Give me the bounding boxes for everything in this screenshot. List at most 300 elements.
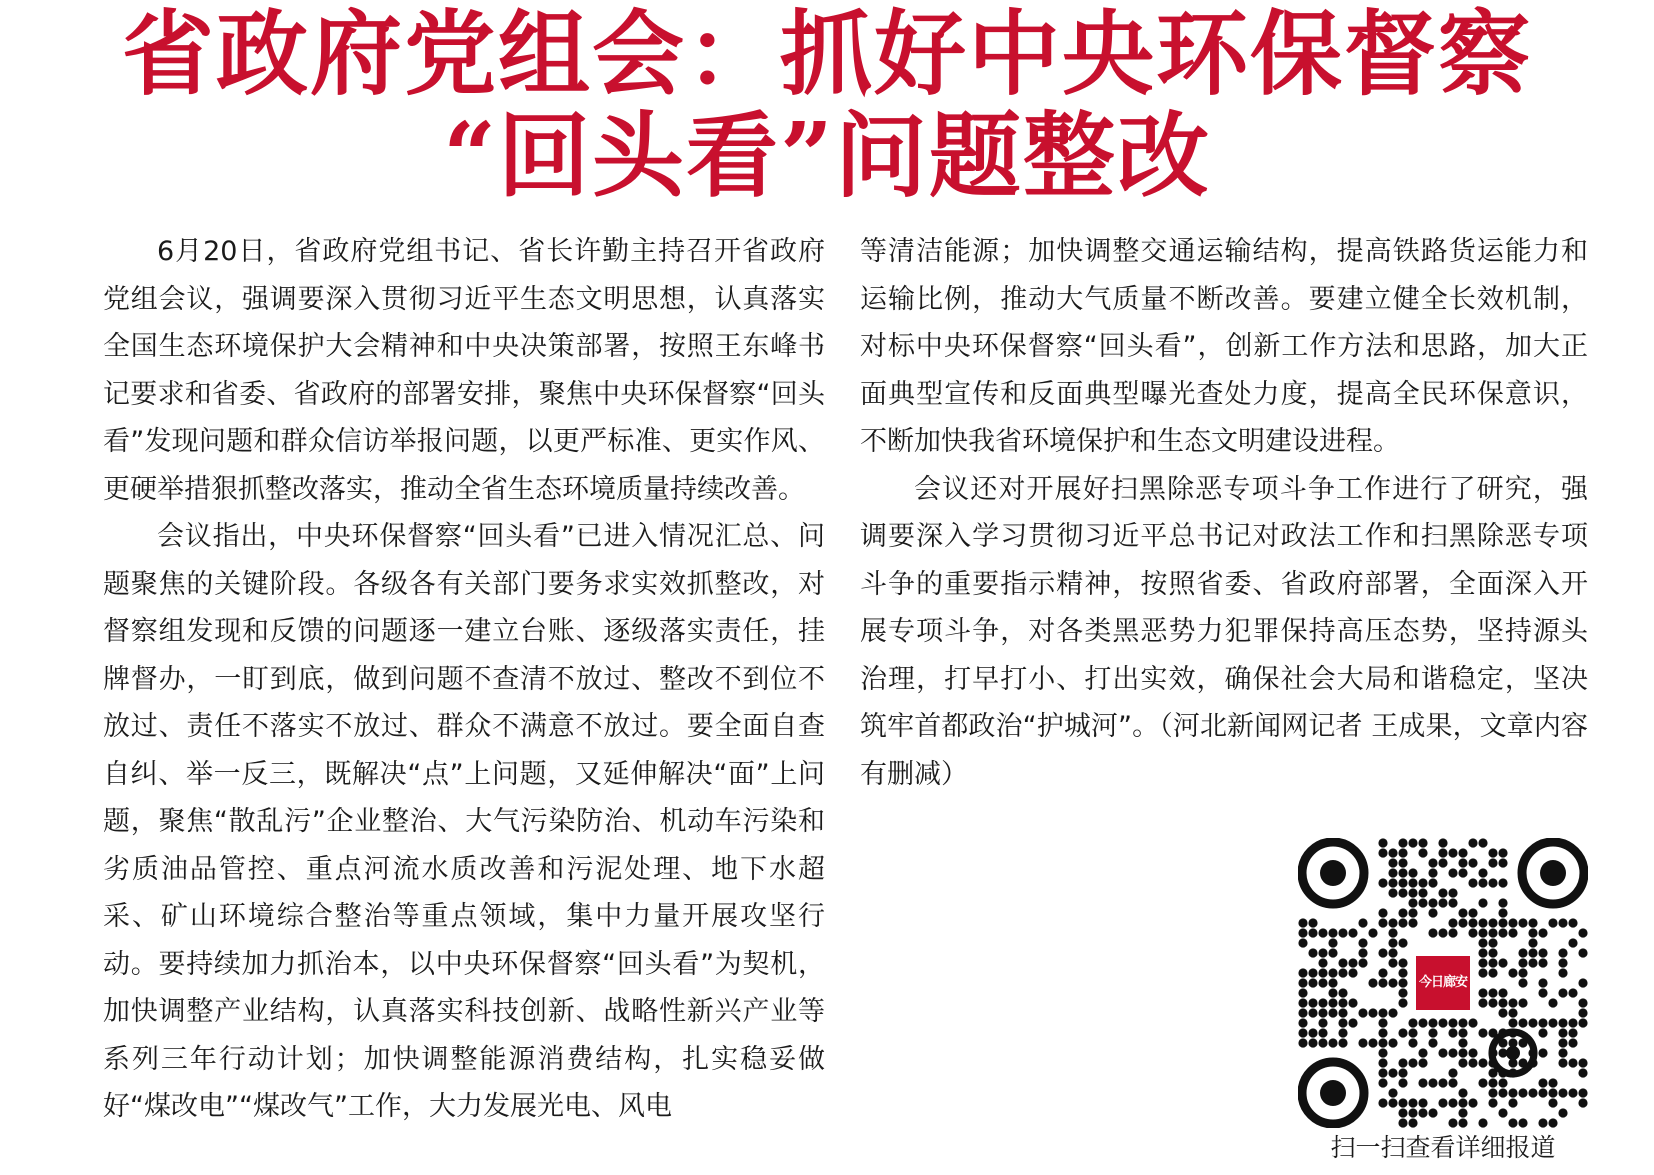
qr-dot bbox=[1428, 868, 1437, 877]
qr-dot bbox=[1428, 928, 1437, 937]
qr-dot bbox=[1428, 1038, 1437, 1047]
qr-dot bbox=[1388, 1068, 1397, 1077]
qr-dot bbox=[1538, 1088, 1547, 1097]
qr-dot bbox=[1498, 878, 1507, 887]
qr-dot bbox=[1378, 1048, 1387, 1057]
qr-dot bbox=[1528, 1018, 1537, 1027]
qr-dot bbox=[1378, 1018, 1387, 1027]
qr-dot bbox=[1418, 1018, 1427, 1027]
qr-dot bbox=[1328, 968, 1337, 977]
qr-dot bbox=[1388, 928, 1397, 937]
qr-dot bbox=[1368, 928, 1377, 937]
qr-dot bbox=[1408, 1108, 1417, 1117]
qr-dot bbox=[1298, 998, 1307, 1007]
qr-dot bbox=[1488, 858, 1497, 867]
qr-dot bbox=[1478, 1118, 1487, 1127]
qr-dot bbox=[1378, 948, 1387, 957]
qr-dot bbox=[1398, 858, 1407, 867]
qr-dot bbox=[1458, 858, 1467, 867]
qr-dot bbox=[1398, 848, 1407, 857]
qr-dot bbox=[1438, 838, 1447, 847]
headline-line-2: “回头看”问题整改 bbox=[443, 102, 1211, 210]
qr-dot bbox=[1318, 948, 1327, 957]
qr-dot bbox=[1558, 968, 1567, 977]
qr-dot bbox=[1538, 1018, 1547, 1027]
qr-dot bbox=[1548, 1088, 1557, 1097]
qr-dot bbox=[1518, 1088, 1527, 1097]
qr-dot bbox=[1558, 1048, 1567, 1057]
qr-dot bbox=[1498, 848, 1507, 857]
qr-dot bbox=[1558, 1038, 1567, 1047]
qr-dot bbox=[1548, 998, 1557, 1007]
qr-dot bbox=[1388, 878, 1397, 887]
qr-dot bbox=[1378, 918, 1387, 927]
qr-dot bbox=[1378, 968, 1387, 977]
qr-dot bbox=[1298, 1028, 1307, 1037]
qr-dot bbox=[1458, 1108, 1467, 1117]
qr-dot bbox=[1508, 1008, 1517, 1017]
qr-dot bbox=[1338, 1028, 1347, 1037]
qr-dot bbox=[1398, 1068, 1407, 1077]
qr-dot bbox=[1358, 1008, 1367, 1017]
qr-dot bbox=[1298, 928, 1307, 937]
qr-dot bbox=[1458, 1088, 1467, 1097]
qr-dot bbox=[1508, 1018, 1517, 1027]
qr-dot bbox=[1428, 898, 1437, 907]
qr-dot bbox=[1408, 878, 1417, 887]
qr-dot bbox=[1538, 1078, 1547, 1087]
qr-dot bbox=[1488, 938, 1497, 947]
qr-dot bbox=[1538, 988, 1547, 997]
qr-dot bbox=[1398, 918, 1407, 927]
qr-dot bbox=[1318, 978, 1327, 987]
qr-dot bbox=[1558, 1058, 1567, 1067]
qr-dot bbox=[1298, 1018, 1307, 1027]
qr-dot bbox=[1458, 1028, 1467, 1037]
qr-dot bbox=[1328, 1038, 1337, 1047]
qr-dot bbox=[1468, 1048, 1477, 1057]
qr-dot bbox=[1438, 898, 1447, 907]
qr-dot bbox=[1338, 1008, 1347, 1017]
qr-dot bbox=[1388, 888, 1397, 897]
qr-dot bbox=[1528, 1088, 1537, 1097]
qr-dot bbox=[1528, 958, 1537, 967]
qr-dot bbox=[1488, 878, 1497, 887]
qr-dot bbox=[1318, 958, 1327, 967]
qr-dot bbox=[1408, 1038, 1417, 1047]
qr-dot bbox=[1448, 888, 1457, 897]
qr-dot bbox=[1298, 1038, 1307, 1047]
qr-dot bbox=[1528, 948, 1537, 957]
headline bbox=[0, 0, 1654, 210]
qr-dot bbox=[1488, 958, 1497, 967]
qr-dot bbox=[1548, 1078, 1557, 1087]
qr-dot bbox=[1418, 1078, 1427, 1087]
qr-dot bbox=[1378, 1008, 1387, 1017]
qr-dot bbox=[1308, 968, 1317, 977]
qr-dot bbox=[1358, 918, 1367, 927]
qr-dot bbox=[1438, 888, 1447, 897]
qr-dot bbox=[1348, 958, 1357, 967]
left-paragraph-2: 会议指出，中央环保督察“回头看”已进入情况汇总、问题聚焦的关键阶段。各级各有关部门要务求实效抓整改，对督察组发现和反馈的问题逐一建立台账、逐级落实责任，挂牌督办，一盯到底，做到问题不查清不放过、整改不到位不放过、责任不落实不放过、群众不满意不放过。要全面自查自纠、举一反三，既解决“点”上问题，又延伸解决“面”上问题，聚焦“散乱污”企业整治、大气污染防治、机动车污染和劣质油品管控、重点河流水质改善和污泥处理、地下水超采、矿山环境综合整治等重点领域，集中力量开展攻坚行动。要持续加力抓治本，以中央环保督察“回头看”为契机，加快调整产业结构，认真落实科技创新、战略性新兴产业等系列三年行动计划；加快调整能源消费结构，扎实稳妥做好“煤改电”“煤改气”工作，大力发展光电、风电 bbox=[103, 521, 825, 1122]
qr-dot bbox=[1418, 878, 1427, 887]
qr-dot bbox=[1468, 1058, 1477, 1067]
qr-dot bbox=[1408, 908, 1417, 917]
qr-dot bbox=[1298, 968, 1307, 977]
qr-dot bbox=[1398, 1078, 1407, 1087]
qr-logo: 今日廊安 bbox=[1412, 952, 1474, 1014]
qr-dot bbox=[1568, 1088, 1577, 1097]
qr-dot bbox=[1428, 1108, 1437, 1117]
qr-dot bbox=[1428, 878, 1437, 887]
qr-dot bbox=[1388, 918, 1397, 927]
qr-dot bbox=[1568, 1038, 1577, 1047]
qr-dot bbox=[1398, 868, 1407, 877]
qr-dot bbox=[1358, 948, 1367, 957]
qr-dot bbox=[1498, 898, 1507, 907]
qr-dot bbox=[1408, 888, 1417, 897]
qr-dot bbox=[1468, 908, 1477, 917]
qr-dot bbox=[1558, 918, 1567, 927]
qr-dot bbox=[1478, 1028, 1487, 1037]
qr-dot bbox=[1428, 908, 1437, 917]
qr-dot bbox=[1298, 1008, 1307, 1017]
qr-dot bbox=[1388, 948, 1397, 957]
qr-dot bbox=[1518, 1118, 1527, 1127]
qr-dot bbox=[1428, 1028, 1437, 1037]
qr-dot bbox=[1488, 998, 1497, 1007]
qr-dot bbox=[1478, 1058, 1487, 1067]
qr-dot bbox=[1438, 1018, 1447, 1027]
qr-dot bbox=[1308, 948, 1317, 957]
qr-dot bbox=[1488, 968, 1497, 977]
qr-dot bbox=[1568, 1028, 1577, 1037]
qr-dot bbox=[1508, 928, 1517, 937]
qr-dot bbox=[1318, 1038, 1327, 1047]
qr-dot bbox=[1448, 868, 1457, 877]
qr-dot bbox=[1498, 1088, 1507, 1097]
qr-dot bbox=[1538, 1048, 1547, 1057]
qr-dot bbox=[1388, 858, 1397, 867]
qr-dot bbox=[1398, 908, 1407, 917]
qr-dot bbox=[1508, 918, 1517, 927]
qr-dot bbox=[1478, 878, 1487, 887]
qr-dot bbox=[1448, 1078, 1457, 1087]
qr-dot bbox=[1438, 1098, 1447, 1107]
qr-dot bbox=[1448, 918, 1457, 927]
qr-dot bbox=[1388, 848, 1397, 857]
qr-dot bbox=[1558, 958, 1567, 967]
qr-dot bbox=[1318, 968, 1327, 977]
qr-dot bbox=[1578, 928, 1587, 937]
qr-dot bbox=[1378, 1028, 1387, 1037]
qr-dot bbox=[1508, 968, 1517, 977]
qr-finder-dot bbox=[1506, 1046, 1520, 1060]
qr-dot bbox=[1578, 1008, 1587, 1017]
qr-dot bbox=[1398, 838, 1407, 847]
qr-dot bbox=[1308, 1028, 1317, 1037]
qr-dot bbox=[1498, 928, 1507, 937]
qr-dot bbox=[1398, 1028, 1407, 1037]
qr-dot bbox=[1418, 1058, 1427, 1067]
qr-dot bbox=[1508, 1118, 1517, 1127]
qr-dot bbox=[1408, 898, 1417, 907]
qr-dot bbox=[1408, 918, 1417, 927]
qr-dot bbox=[1518, 968, 1527, 977]
qr-dot bbox=[1498, 858, 1507, 867]
qr-dot bbox=[1448, 1118, 1457, 1127]
headline-line-1: 省政府党组会：抓好中央环保督察 bbox=[121, 0, 1532, 108]
qr-dot bbox=[1378, 878, 1387, 887]
qr-dot bbox=[1398, 958, 1407, 967]
qr-dot bbox=[1328, 988, 1337, 997]
qr-caption: 扫一扫查看详细报道 bbox=[1330, 1133, 1556, 1162]
qr-dot bbox=[1458, 868, 1467, 877]
article-left-column bbox=[103, 228, 825, 1131]
qr-dot bbox=[1558, 1018, 1567, 1027]
qr-dot bbox=[1388, 978, 1397, 987]
qr-dot bbox=[1398, 878, 1407, 887]
qr-dot bbox=[1448, 1048, 1457, 1057]
qr-dot bbox=[1538, 948, 1547, 957]
qr-dot bbox=[1548, 918, 1557, 927]
qr-dot bbox=[1448, 1028, 1457, 1037]
qr-dot bbox=[1448, 1098, 1457, 1107]
qr-dot bbox=[1348, 1018, 1357, 1027]
qr-dot bbox=[1328, 1008, 1337, 1017]
qr-dot bbox=[1578, 998, 1587, 1007]
qr-dot bbox=[1538, 1028, 1547, 1037]
qr-finder-dot bbox=[1320, 1080, 1346, 1106]
qr-dot bbox=[1478, 838, 1487, 847]
qr-dot bbox=[1478, 928, 1487, 937]
qr-dot bbox=[1338, 988, 1347, 997]
qr-dot bbox=[1378, 908, 1387, 917]
qr-dot bbox=[1358, 1038, 1367, 1047]
qr-dot bbox=[1408, 1018, 1417, 1027]
qr-dot bbox=[1488, 1078, 1497, 1087]
qr-dot bbox=[1578, 1068, 1587, 1077]
qr-dot bbox=[1398, 888, 1407, 897]
qr-dot bbox=[1378, 1058, 1387, 1067]
qr-dot bbox=[1398, 988, 1407, 997]
qr-dot bbox=[1518, 918, 1527, 927]
qr-dot bbox=[1518, 948, 1527, 957]
qr-dot bbox=[1418, 1048, 1427, 1057]
right-paragraph-2: 会议还对开展好扫黑除恶专项斗争工作进行了研究，强调要深入学习贯彻习近平总书记对政法工作和扫黑除恶专项斗争的重要指示精神，按照省委、省政府部署，全面深入开展专项斗争，对各类黑恶势力犯罪保持高压态势，坚持源头治理，打早打小、打出实效，确保社会大局和谐稳定，坚决筑牢首都政治“护城河”。（河北新闻网记者 王成果，文章内容有删减） bbox=[860, 473, 1588, 790]
qr-dot bbox=[1498, 958, 1507, 967]
qr-dot bbox=[1458, 848, 1467, 857]
qr-dot bbox=[1548, 1018, 1557, 1027]
qr-dot bbox=[1318, 1028, 1327, 1037]
qr-dot bbox=[1398, 978, 1407, 987]
qr-dot bbox=[1568, 938, 1577, 947]
qr-dot bbox=[1468, 878, 1477, 887]
qr-dot bbox=[1478, 918, 1487, 927]
qr-dot bbox=[1298, 938, 1307, 947]
qr-dot bbox=[1458, 1118, 1467, 1127]
qr-dot bbox=[1368, 1008, 1377, 1017]
qr-dot bbox=[1338, 958, 1347, 967]
qr-dot bbox=[1418, 838, 1427, 847]
qr-dot bbox=[1578, 1088, 1587, 1097]
qr-dot bbox=[1398, 1108, 1407, 1117]
qr-dot bbox=[1438, 1048, 1447, 1057]
qr-dot bbox=[1448, 1068, 1457, 1077]
qr-dot bbox=[1388, 938, 1397, 947]
qr-dot bbox=[1388, 958, 1397, 967]
qr-dot bbox=[1488, 1088, 1497, 1097]
qr-dot bbox=[1578, 1098, 1587, 1107]
qr-dot bbox=[1568, 1058, 1577, 1067]
qr-dot bbox=[1318, 998, 1327, 1007]
qr-dot bbox=[1328, 938, 1337, 947]
qr-dot bbox=[1568, 918, 1577, 927]
qr-dot bbox=[1488, 848, 1497, 857]
qr-dot bbox=[1458, 1058, 1467, 1067]
qr-dot bbox=[1338, 1018, 1347, 1027]
qr-finder-dot bbox=[1320, 860, 1346, 886]
qr-dot bbox=[1438, 1078, 1447, 1087]
qr-dot bbox=[1508, 1098, 1517, 1107]
qr-dot bbox=[1558, 1028, 1567, 1037]
qr-dot bbox=[1548, 1098, 1557, 1107]
qr-dot bbox=[1498, 988, 1507, 997]
qr-dot bbox=[1408, 1058, 1417, 1067]
qr-dot bbox=[1478, 868, 1487, 877]
qr-dot bbox=[1378, 1068, 1387, 1077]
qr-dot bbox=[1378, 1038, 1387, 1047]
qr-dot bbox=[1338, 1038, 1347, 1047]
qr-dot bbox=[1308, 978, 1317, 987]
qr-dot bbox=[1298, 918, 1307, 927]
qr-dot bbox=[1368, 1038, 1377, 1047]
qr-dot bbox=[1338, 928, 1347, 937]
qr-dot bbox=[1438, 858, 1447, 867]
qr-dot bbox=[1508, 1088, 1517, 1097]
qr-finder-dot bbox=[1540, 860, 1566, 886]
qr-dot bbox=[1378, 978, 1387, 987]
qr-dot bbox=[1498, 998, 1507, 1007]
qr-dot bbox=[1398, 998, 1407, 1007]
qr-dot bbox=[1408, 1098, 1417, 1107]
qr-dot bbox=[1348, 928, 1357, 937]
qr-dot bbox=[1518, 958, 1527, 967]
article-right-column bbox=[860, 228, 1588, 798]
qr-dot bbox=[1418, 888, 1427, 897]
qr-dot bbox=[1398, 1058, 1407, 1067]
qr-dot bbox=[1338, 968, 1347, 977]
qr-dot bbox=[1468, 918, 1477, 927]
qr-dot bbox=[1488, 948, 1497, 957]
qr-dot bbox=[1498, 908, 1507, 917]
qr-dot bbox=[1298, 978, 1307, 987]
qr-dot bbox=[1538, 928, 1547, 937]
qr-dot bbox=[1478, 898, 1487, 907]
qr-dot bbox=[1448, 848, 1457, 857]
qr-dot bbox=[1498, 1008, 1507, 1017]
qr-dot bbox=[1488, 1098, 1497, 1107]
qr-dot bbox=[1578, 978, 1587, 987]
qr-dot bbox=[1308, 998, 1317, 1007]
qr-dot bbox=[1468, 928, 1477, 937]
qr-dot bbox=[1418, 1108, 1427, 1117]
qr-dot bbox=[1318, 1018, 1327, 1027]
qr-dot bbox=[1358, 958, 1367, 967]
qr-dot bbox=[1488, 918, 1497, 927]
qr-dot bbox=[1558, 1108, 1567, 1117]
qr-dot bbox=[1498, 1078, 1507, 1087]
qr-dot bbox=[1518, 978, 1527, 987]
qr-dot bbox=[1498, 918, 1507, 927]
qr-dot bbox=[1498, 1108, 1507, 1117]
qr-dot bbox=[1538, 1118, 1547, 1127]
qr-dot bbox=[1538, 978, 1547, 987]
qr-dot bbox=[1518, 998, 1527, 1007]
right-paragraph-1: 等清洁能源；加快调整交通运输结构，提高铁路货运能力和运输比例，推动大气质量不断改善。要建立健全长效机制，对标中央环保督察“回头看”，创新工作方法和思路，加大正面典型宣传和反面典型曝光查处力度，提高全民环保意识，不断加快我省环境保护和生态文明建设进程。 bbox=[860, 236, 1588, 457]
qr-dot bbox=[1468, 838, 1477, 847]
qr-dot bbox=[1468, 1098, 1477, 1107]
qr-dot bbox=[1418, 1098, 1427, 1107]
qr-dot bbox=[1388, 1088, 1397, 1097]
qr-dot bbox=[1578, 948, 1587, 957]
qr-code[interactable] bbox=[1298, 838, 1588, 1128]
qr-dot bbox=[1298, 988, 1307, 997]
qr-dot bbox=[1508, 998, 1517, 1007]
qr-dot bbox=[1348, 998, 1357, 1007]
qr-dot bbox=[1408, 838, 1417, 847]
qr-dot bbox=[1348, 968, 1357, 977]
qr-dot bbox=[1308, 1008, 1317, 1017]
qr-dot bbox=[1378, 1078, 1387, 1087]
qr-dot bbox=[1458, 918, 1467, 927]
qr-dot bbox=[1418, 848, 1427, 857]
qr-dot bbox=[1568, 1018, 1577, 1027]
qr-dot bbox=[1528, 928, 1537, 937]
qr-dot bbox=[1308, 1038, 1317, 1047]
qr-dot bbox=[1368, 978, 1377, 987]
qr-dot bbox=[1518, 1018, 1527, 1027]
qr-dot bbox=[1438, 928, 1447, 937]
qr-dot bbox=[1568, 988, 1577, 997]
qr-dot bbox=[1378, 838, 1387, 847]
qr-dot bbox=[1488, 988, 1497, 997]
qr-dot bbox=[1378, 1098, 1387, 1107]
qr-dot bbox=[1458, 1048, 1467, 1057]
qr-dot bbox=[1478, 998, 1487, 1007]
qr-dot bbox=[1478, 988, 1487, 997]
qr-dot bbox=[1428, 1078, 1437, 1087]
qr-dot bbox=[1438, 848, 1447, 857]
qr-dot bbox=[1528, 918, 1537, 927]
qr-dot bbox=[1468, 1018, 1477, 1027]
qr-dot bbox=[1408, 1028, 1417, 1037]
qr-dot bbox=[1378, 848, 1387, 857]
left-paragraph-1: 6月20日，省政府党组书记、省长许勤主持召开省政府党组会议，强调要深入贯彻习近平生态文明思想，认真落实全国生态环境保护大会精神和中央决策部署，按照王东峰书记要求和省委、省政府的部署安排，聚焦中央环保督察“回头看”发现问题和群众信访举报问题，以更严标准、更实作风、更硬举措狠抓整改落实，推动全省生态环境质量持续改善。 bbox=[103, 236, 825, 505]
qr-dot bbox=[1328, 948, 1337, 957]
qr-dot bbox=[1478, 948, 1487, 957]
qr-dot bbox=[1558, 988, 1567, 997]
qr-dot bbox=[1478, 1078, 1487, 1087]
qr-dot bbox=[1398, 1098, 1407, 1107]
qr-dot bbox=[1328, 978, 1337, 987]
qr-dot bbox=[1308, 928, 1317, 937]
qr-dot bbox=[1398, 968, 1407, 977]
qr-dot bbox=[1328, 928, 1337, 937]
qr-dot bbox=[1478, 968, 1487, 977]
qr-dot bbox=[1338, 998, 1347, 1007]
qr-dot bbox=[1468, 858, 1477, 867]
